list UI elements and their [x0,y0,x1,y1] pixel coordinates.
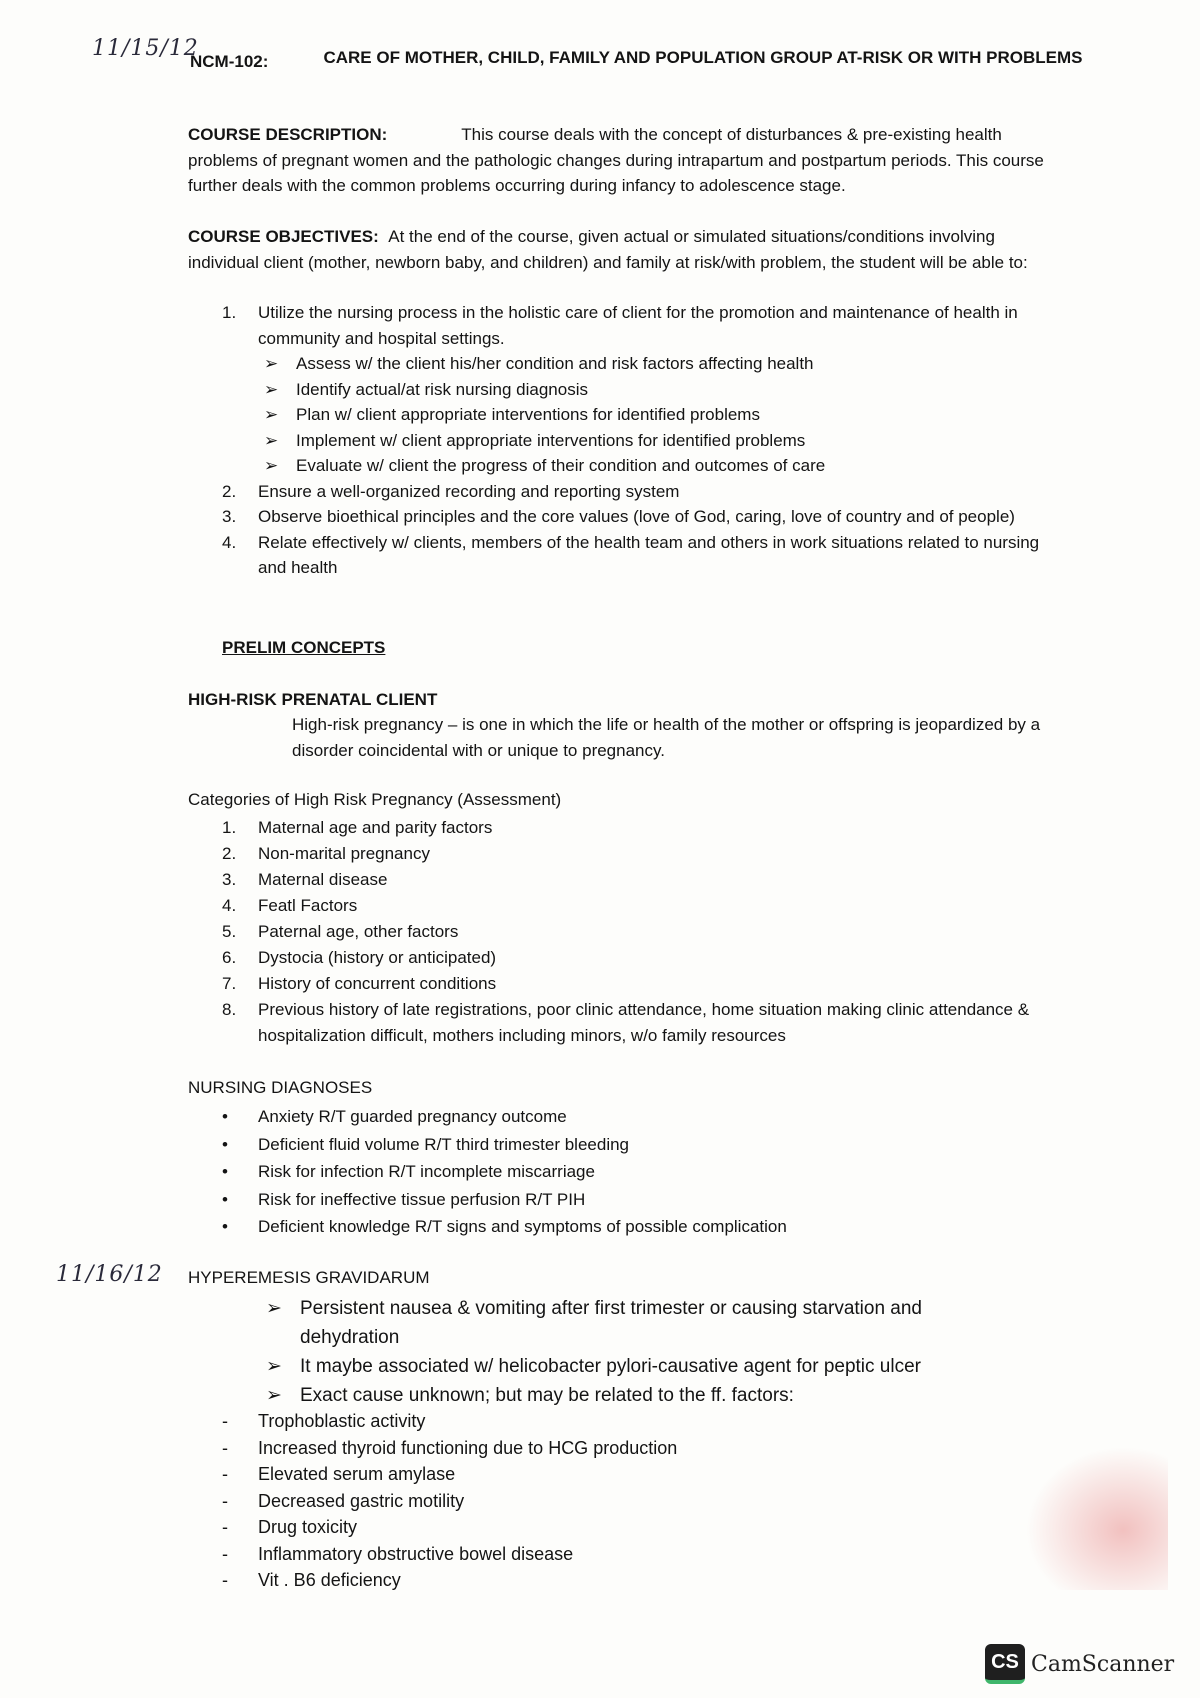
arrow-bullet-icon: ➢ [264,379,279,399]
nursing-diagnoses-heading: NURSING DIAGNOSES [188,1078,373,1097]
dash-bullet-icon: - [222,1517,228,1537]
dash-bullet-icon: - [222,1411,228,1431]
list-item: 1. Maternal age and parity factors [222,818,493,837]
dash-bullet-icon: - [222,1464,228,1484]
course-description-line1: This course deals with the concept of disturbances & pre-existing health [461,125,1002,144]
list-item: - Drug toxicity [222,1514,1022,1541]
dash-bullet-icon: - [222,1570,228,1590]
list-item: - Vit . B6 deficiency [222,1567,1022,1594]
list-item: 5. Paternal age, other factors [222,922,459,941]
dash-bullet-icon: - [222,1543,228,1564]
list-item: 1. Utilize the nursing process in the holistic care of client for the promotion and maintenance of health in community and hospital settings. [222,303,1018,348]
arrow-bullet-icon: ➢ [266,1298,282,1319]
bullet-icon: • [222,1189,228,1209]
bullet-icon: • [222,1107,228,1126]
camscanner-logo-icon: CS [985,1644,1025,1684]
hyperemesis-points [266,1294,1026,1410]
bullet-icon: • [222,1217,228,1236]
dash-bullet-icon: - [222,1437,228,1458]
objectives-list [222,300,1072,581]
arrow-bullet-icon: ➢ [264,430,279,450]
camscanner-watermark [985,1644,1174,1684]
dash-bullet-icon: - [222,1490,228,1511]
list-item: • Anxiety R/T guarded pregnancy outcome [222,1103,1072,1131]
list-item: • Risk for ineffective tissue perfusion R/T PIH [222,1186,1072,1214]
list-item: ➢ Evaluate w/ client the progress of their condition and outcomes of care [222,453,1072,479]
list-item: • Risk for infection R/T incomplete miscarriage [222,1158,1072,1186]
categories-heading: Categories of High Risk Pregnancy (Assessment) [188,790,562,809]
list-item: 6. Dystocia (history or anticipated) [222,948,497,967]
arrow-bullet-icon: ➢ [264,405,279,424]
list-item: 4. Featl Factors [222,896,358,915]
list-item: ➢ It maybe associated w/ helicobacter pylori-causative agent for peptic ulcer [266,1352,1026,1381]
list-item: 8. Previous history of late registrations, poor clinic attendance, home situation making clinic attendance & hospitalization difficult, mothers including minors, w/o family resources [222,1000,1030,1045]
list-item: • Deficient fluid volume R/T third trimester bleeding [222,1131,1072,1159]
list-item: - Increased thyroid functioning due to HCG production [222,1435,1022,1462]
list-item: ➢ Assess w/ the client his/her condition and risk factors affecting health [222,351,1072,377]
list-item: • Deficient knowledge R/T signs and symptoms of possible complication [222,1213,1072,1241]
camscanner-text: CamScanner [1031,1651,1175,1677]
prelim-concepts-heading: PRELIM CONCEPTS [222,638,386,657]
high-risk-definition: High-risk pregnancy – is one in which the life or health of the mother or offspring is jeopardized by a disorder coincidental with or unique to pregnancy. [292,715,1041,760]
bullet-icon: • [222,1134,228,1154]
list-item: - Inflammatory obstructive bowel disease [222,1541,1022,1568]
handwritten-date-top: 11/15/12 [92,36,199,61]
handwritten-date-hyperemesis: 11/16/12 [56,1262,163,1287]
list-item: ➢ Exact cause unknown; but may be related to the ff. factors: [266,1381,1026,1410]
categories-list [222,815,1072,1049]
list-item: ➢ Identify actual/at risk nursing diagnosis [222,377,1072,403]
course-objectives-label: COURSE OBJECTIVES: [188,227,379,246]
list-item: 2. Non-marital pregnancy [222,844,430,863]
high-risk-heading: HIGH-RISK PRENATAL CLIENT [188,690,438,709]
hyperemesis-heading: HYPEREMESIS GRAVIDARUM [188,1268,430,1287]
list-item: 2. Ensure a well-organized recording and reporting system [222,481,680,501]
course-objectives-intro-text: At the end of the course, given actual or simulated situations/conditions involving individual client (mother, newborn baby, and children) and family at risk/with problem, the student will be able to: [188,227,1028,272]
course-objectives-intro [188,224,1068,275]
hyperemesis-factors [222,1408,1022,1594]
list-item: 3. Maternal disease [222,870,388,889]
arrow-bullet-icon: ➢ [264,354,279,373]
course-code: NCM-102: [190,52,269,71]
list-item: 7. History of concurrent conditions [222,974,497,993]
course-title: CARE OF MOTHER, CHILD, FAMILY AND POPULATION GROUP AT-RISK OR WITH PROBLEMS [323,48,1083,67]
nursing-diagnoses-list [222,1103,1072,1241]
red-stain-mark [1018,1440,1168,1590]
course-description-label: COURSE DESCRIPTION: [188,125,388,144]
arrow-bullet-icon: ➢ [266,1385,282,1406]
arrow-bullet-icon: ➢ [266,1356,282,1377]
course-description [188,122,1068,199]
list-item: 3. Observe bioethical principles and the core values (love of God, caring, love of country and of people) [222,507,1015,526]
arrow-bullet-icon: ➢ [264,456,279,475]
list-item: 4. Relate effectively w/ clients, members of the health team and others in work situations related to nursing and health [222,532,1040,577]
list-item: ➢ Implement w/ client appropriate interventions for identified problems [222,428,1072,454]
list-item: - Decreased gastric motility [222,1488,1022,1515]
list-item: ➢ Persistent nausea & vomiting after first trimester or causing starvation and dehydration [266,1294,1026,1352]
list-item: - Elevated serum amylase [222,1461,1022,1488]
course-description-rest: problems of pregnant women and the pathologic changes during intrapartum and postpartum periods. This course further deals with the common problems occurring during infancy to adolescence stage. [188,150,1044,195]
bullet-icon: • [222,1162,228,1181]
list-item: - Trophoblastic activity [222,1408,1022,1435]
list-item: ➢ Plan w/ client appropriate interventions for identified problems [222,402,1072,428]
